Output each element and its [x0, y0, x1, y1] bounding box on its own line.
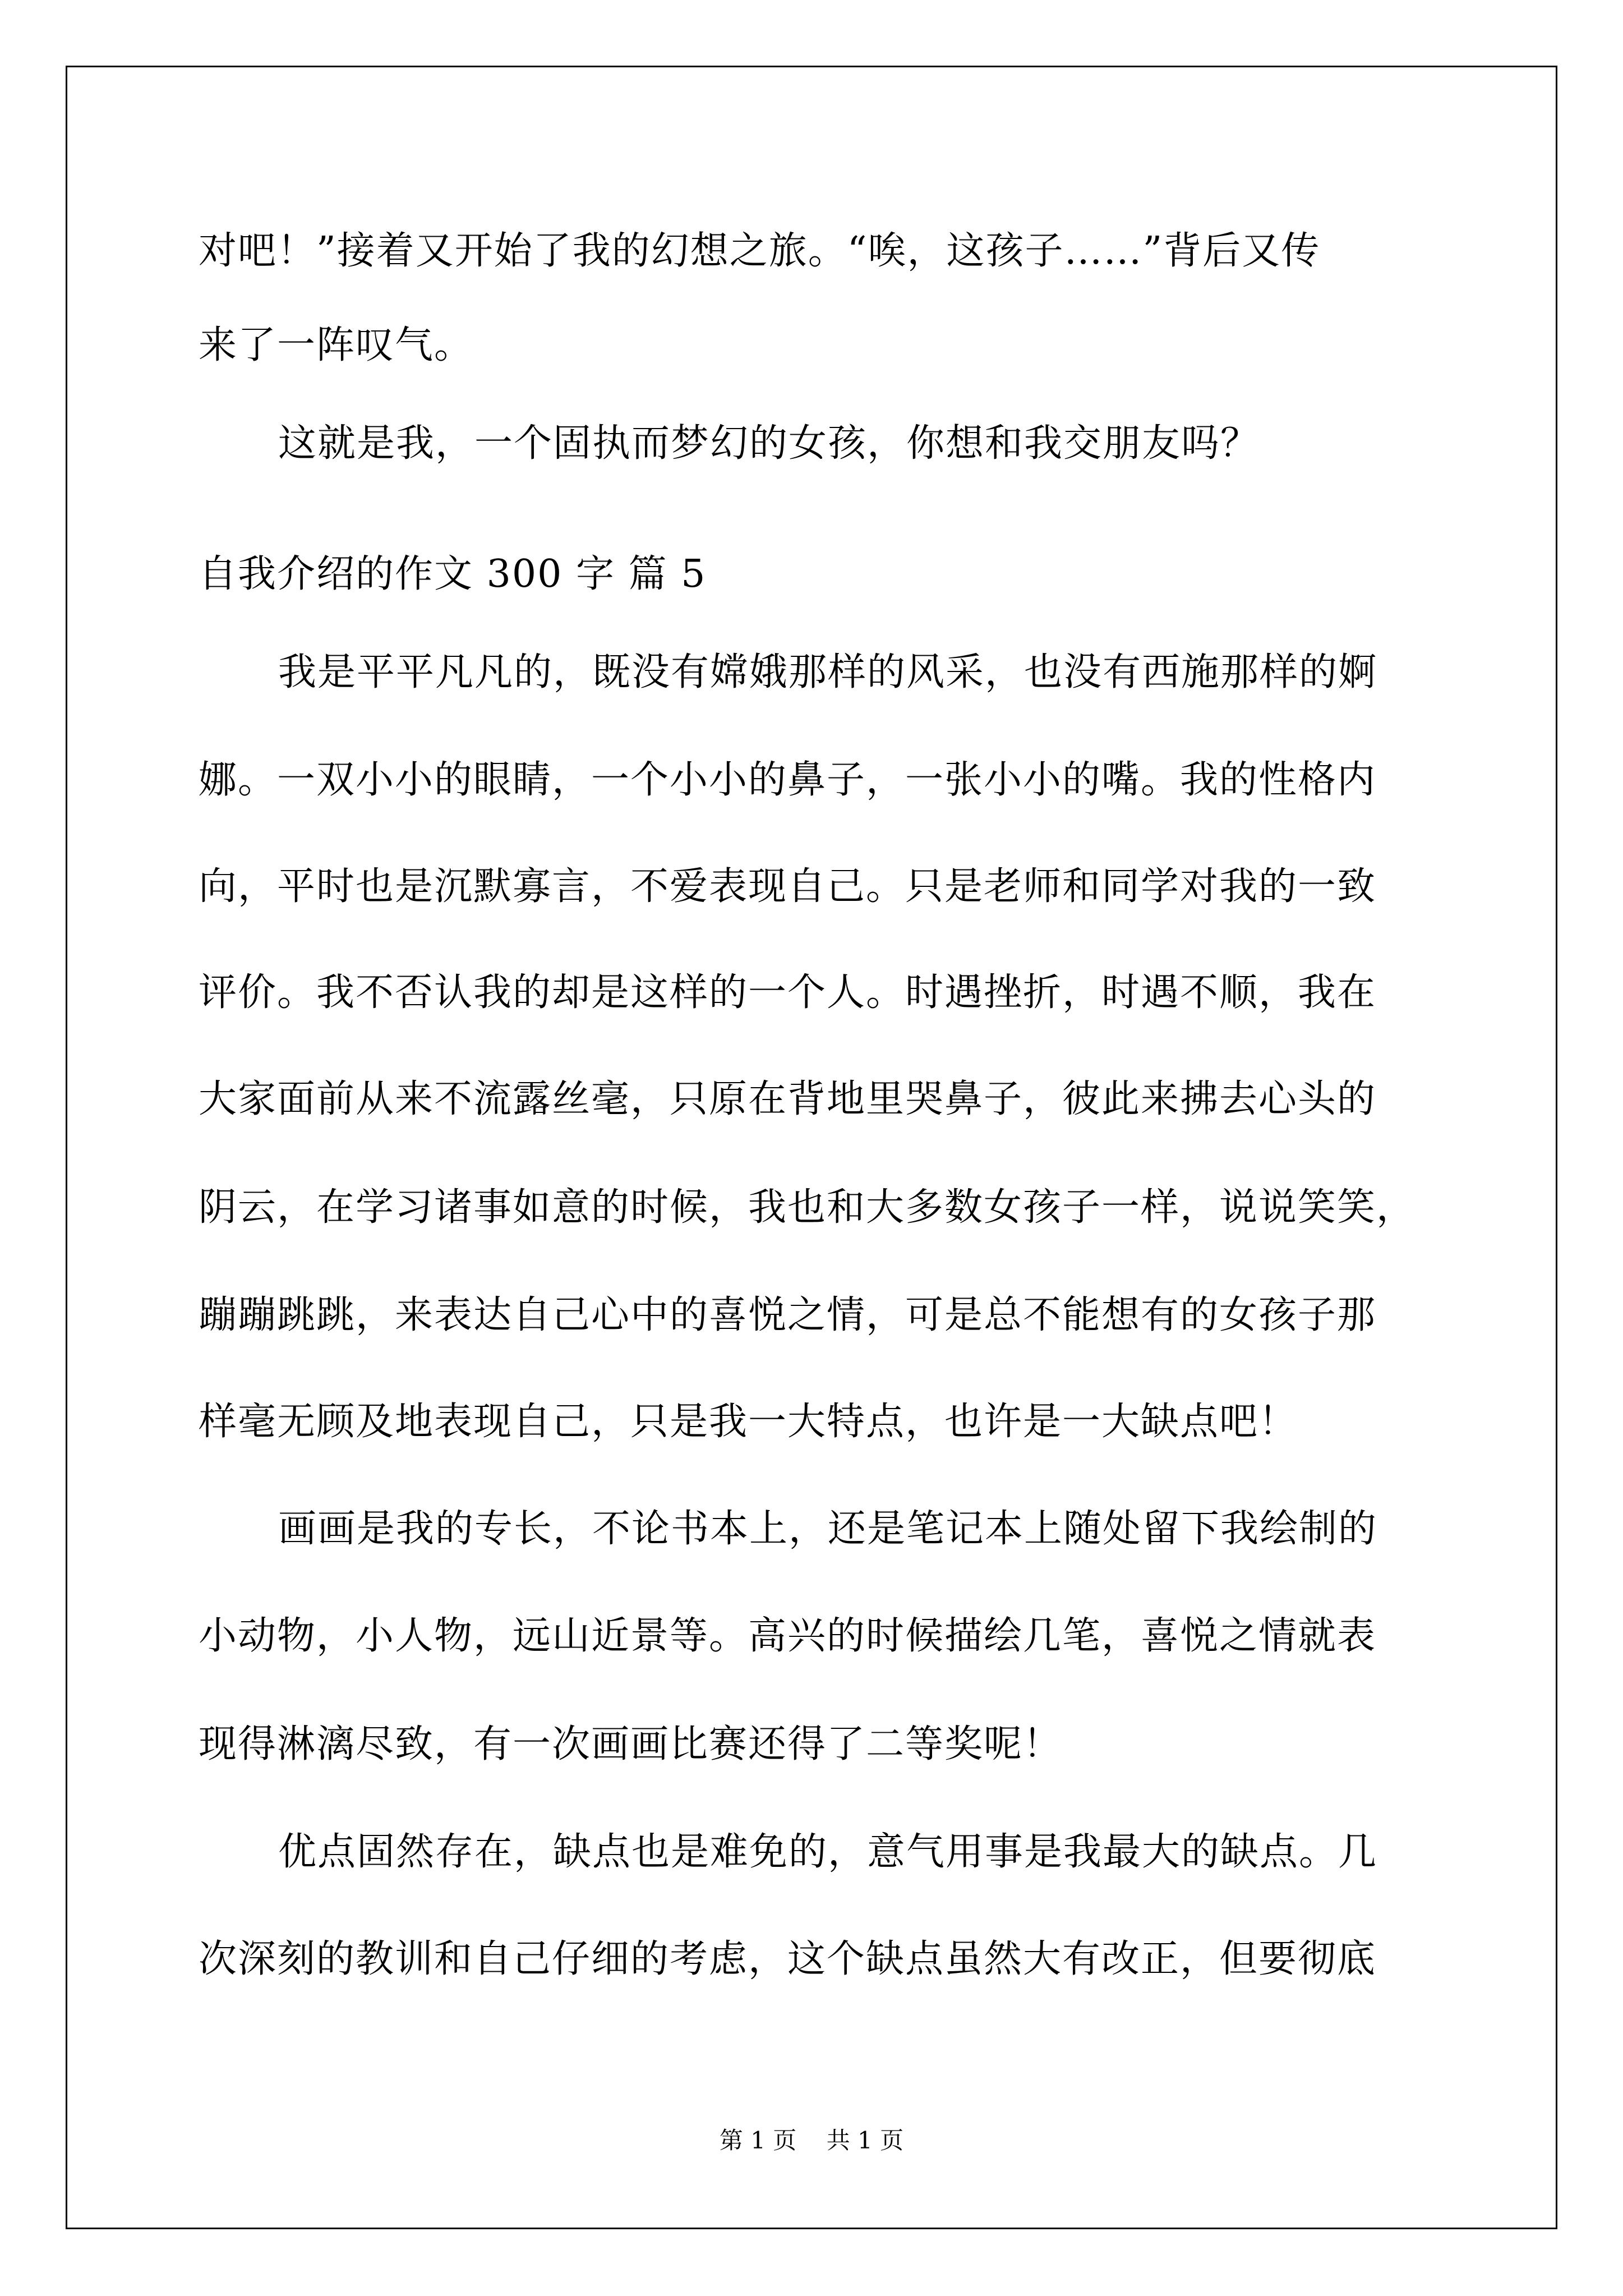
text-line: 现得淋漓尽致，有一次画画比赛还得了二等奖呢！ — [199, 1722, 1063, 1766]
text-line: 样毫无顾及地表现自己，只是我一大特点，也许是一大缺点吧！ — [199, 1400, 1298, 1444]
text-line: 我是平平凡凡的，既没有嫦娥那样的风采，也没有西施那样的婀 — [278, 650, 1378, 694]
section-heading: 自我介绍的作文 300 字 篇 5 — [199, 552, 707, 596]
page-border — [66, 66, 1557, 2229]
text-line: 画画是我的专长，不论书本上，还是笔记本上随处留下我绘制的 — [278, 1507, 1378, 1551]
text-line: 次深刻的教训和自己仔细的考虑，这个缺点虽然大有改正，但要彻底 — [199, 1937, 1377, 1981]
text-line: 这就是我，一个固执而梦幻的女孩，你想和我交朋友吗？ — [278, 421, 1260, 466]
text-line: 蹦蹦跳跳，来表达自己心中的喜悦之情，可是总不能想有的女孩子那 — [199, 1293, 1377, 1337]
text-line: 小动物，小人物，远山近景等。高兴的时候描绘几笔，喜悦之情就表 — [199, 1614, 1377, 1658]
text-line: 娜。一双小小的眼睛，一个小小的鼻子，一张小小的嘴。我的性格内 — [199, 758, 1377, 802]
text-line: 来了一阵叹气。 — [199, 323, 474, 367]
text-line: 优点固然存在，缺点也是难免的，意气用事是我最大的缺点。几 — [278, 1830, 1378, 1874]
text-line: 大家面前从来不流露丝毫，只原在背地里哭鼻子，彼此来拂去心头的 — [199, 1077, 1377, 1121]
text-line: 向，平时也是沉默寡言，不爱表现自己。只是老师和同学对我的一致 — [199, 864, 1377, 909]
text-line: 阴云，在学习诸事如意的时候，我也和大多数女孩子一样，说说笑笑， — [199, 1185, 1416, 1230]
page-footer: 第 1 页 共 1 页 — [719, 2127, 904, 2154]
text-line: 评价。我不否认我的却是这样的一个人。时遇挫折，时遇不顺，我在 — [199, 970, 1377, 1015]
text-line: 对吧！”接着又开始了我的幻想之旅。“唉，这孩子……”背后又传 — [199, 229, 1321, 273]
